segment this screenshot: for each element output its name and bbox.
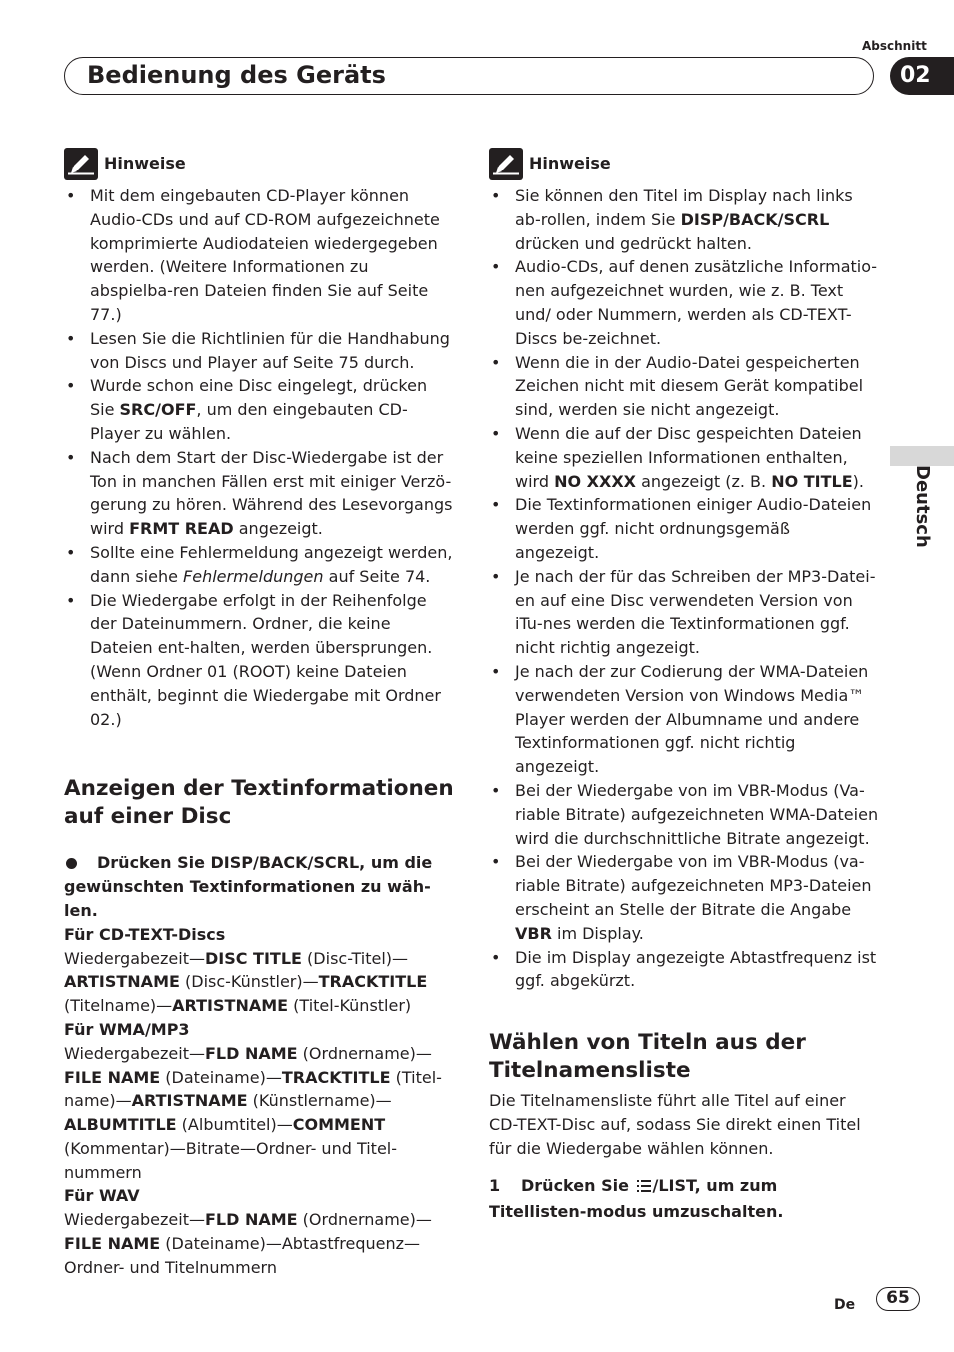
notes-header [64, 148, 454, 180]
notes-title: Hinweise [104, 154, 186, 174]
pencil-note-icon [64, 148, 98, 180]
cdtext-sequence: Wiedergabezeit—DISC TITLE (Disc-Titel)—ARTISTNAME (Disc-Künstler)—TRACKTITLE (Titelname)—ARTISTNAME (Titel-Künstler) [64, 948, 428, 1016]
list-item: • Bei der Wiedergabe von im VBR-Modus (Va-riable Bitrate) aufgezeichneten WMA-Dateien wird die durchschnittliche Bitrate angezeigt. [489, 779, 879, 850]
page-number: 65 [876, 1287, 920, 1311]
wmamp3-sequence: Wiedergabezeit—FLD NAME (Ordnername)—FILE NAME (Dateiname)—TRACKTITLE (Titel-name)—ARTISTNAME (Künstlername)—ALBUMTITLE (Albumtitel)—COMMENT (Kommentar)—Bitrate—Ordner- und Titel-nummern [64, 1043, 442, 1182]
notes-list [489, 184, 879, 993]
left-column [64, 148, 454, 1280]
bullet-dot-icon [66, 858, 77, 869]
list-item: • Je nach der für das Schreiben der MP3-Datei-en auf eine Disc verwendeten Version von iTu-nes werden die Textinformationen ggf. nicht richtig angezeigt. [489, 565, 879, 660]
list-icon [637, 1176, 651, 1200]
list-item: • Audio-CDs, auf denen zusätzliche Informatio-nen aufgezeichnet wurden, wie z. B. Text und/ oder Nummern, werden als CD-TEXT-Discs be-zeichnet. [489, 255, 879, 350]
page-title: Bedienung des Geräts [87, 61, 386, 89]
list-item: • Je nach der zur Codierung der WMA-Dateien verwendeten Version von Windows Media™ Player werden der Albumname und andere Textinformationen ggf. nicht richtig angezeigt. [489, 660, 879, 779]
notes-header [489, 148, 879, 180]
list-item: • Bei der Wiedergabe von im VBR-Modus (va-riable Bitrate) aufgezeichneten MP3-Dateien erscheint an Stelle der Bitrate die Angabe VBR im Display. [489, 850, 879, 945]
side-language-label: Deutsch [912, 465, 933, 548]
list-item: • Nach dem Start der Disc-Wiedergabe ist der Ton in manchen Fällen erst mit einiger Verzö-gerung zu hören. Während des Lesevorgangs wird FRMT READ angezeigt. [64, 446, 454, 541]
list-item: • Wenn die in der Audio-Datei gespeicherten Zeichen nicht mit diesem Gerät kompatibel sind, werden sie nicht angezeigt. [489, 351, 879, 422]
notes-title: Hinweise [529, 154, 611, 174]
intro-paragraph: Die Titelnamensliste führt alle Titel auf einer CD-TEXT-Disc auf, sodass Sie direkt einen Titel für die Wiedergabe wählen können. [489, 1091, 861, 1158]
wav-sequence: Wiedergabezeit—FLD NAME (Ordnername)—FILE NAME (Dateiname)—Abtastfrequenz—Ordner- und Titelnummern [64, 1210, 432, 1277]
right-column [489, 148, 879, 1224]
step-number: 1 [489, 1176, 501, 1196]
side-language-tab [890, 446, 954, 466]
list-item: • Die Wiedergabe erfolgt in der Reihenfolge der Dateinummern. Ordner, die keine Dateien ent-halten, werden übersprungen. (Wenn Ordner 01 (ROOT) keine Dateien enthält, beginnt die Wiedergabe mit Ordner 02.) [64, 589, 454, 732]
section-heading: Anzeigen der Textinformationen auf einer Disc [64, 776, 454, 830]
list-item: • Die im Display angezeigte Abtastfrequenz ist ggf. abgekürzt. [489, 946, 879, 994]
cdtext-label: Für CD-TEXT-Discs [64, 924, 226, 944]
list-item: • Mit dem eingebauten CD-Player können Audio-CDs und auf CD-ROM aufgezeichnete komprimierte Audiodateien wiedergegeben werden. (Weitere Informationen zu abspielba-ren Dateien finden Sie auf Seite 77.) [64, 184, 454, 327]
section-label: Abschnitt [862, 39, 927, 53]
list-item: • Die Textinformationen einiger Audio-Dateien werden ggf. nicht ordnungsgemäß angezeigt. [489, 493, 879, 564]
wmamp3-label: Für WMA/MP3 [64, 1019, 190, 1039]
step-1: 1 Drücken Sie /LIST, um zum Titellisten-modus umzuschalten. [489, 1176, 784, 1222]
list-item: • Wenn die auf der Disc gespeichten Dateien keine speziellen Informationen enthalten, wird NO XXXX angezeigt (z. B. NO TITLE). [489, 422, 879, 493]
list-item: • Lesen Sie die Richtlinien für die Handhabung von Discs und Player auf Seite 75 durch. [64, 327, 454, 375]
instruction: Drücken Sie DISP/BACK/SCRL, um die gewünschten Textinformationen zu wäh-len. [64, 853, 433, 920]
footer-language-code: De [834, 1297, 856, 1313]
list-item: • Sollte eine Fehlermeldung angezeigt werden, dann siehe Fehlermeldungen auf Seite 74. [64, 541, 454, 589]
list-item: • Wurde schon eine Disc eingelegt, drücken Sie SRC/OFF, um den eingebauten CD-Player zu wählen. [64, 374, 454, 445]
wav-label: Für WAV [64, 1186, 140, 1206]
header-bar [64, 57, 874, 95]
pencil-note-icon [489, 148, 523, 180]
section-number-badge: 02 [890, 57, 954, 95]
notes-list [64, 184, 454, 731]
list-item: • Sie können den Titel im Display nach links ab-rollen, indem Sie DISP/BACK/SCRL drücken und gedrückt halten. [489, 184, 879, 255]
section-heading: Wählen von Titeln aus der Titelnamensliste [489, 1030, 806, 1084]
